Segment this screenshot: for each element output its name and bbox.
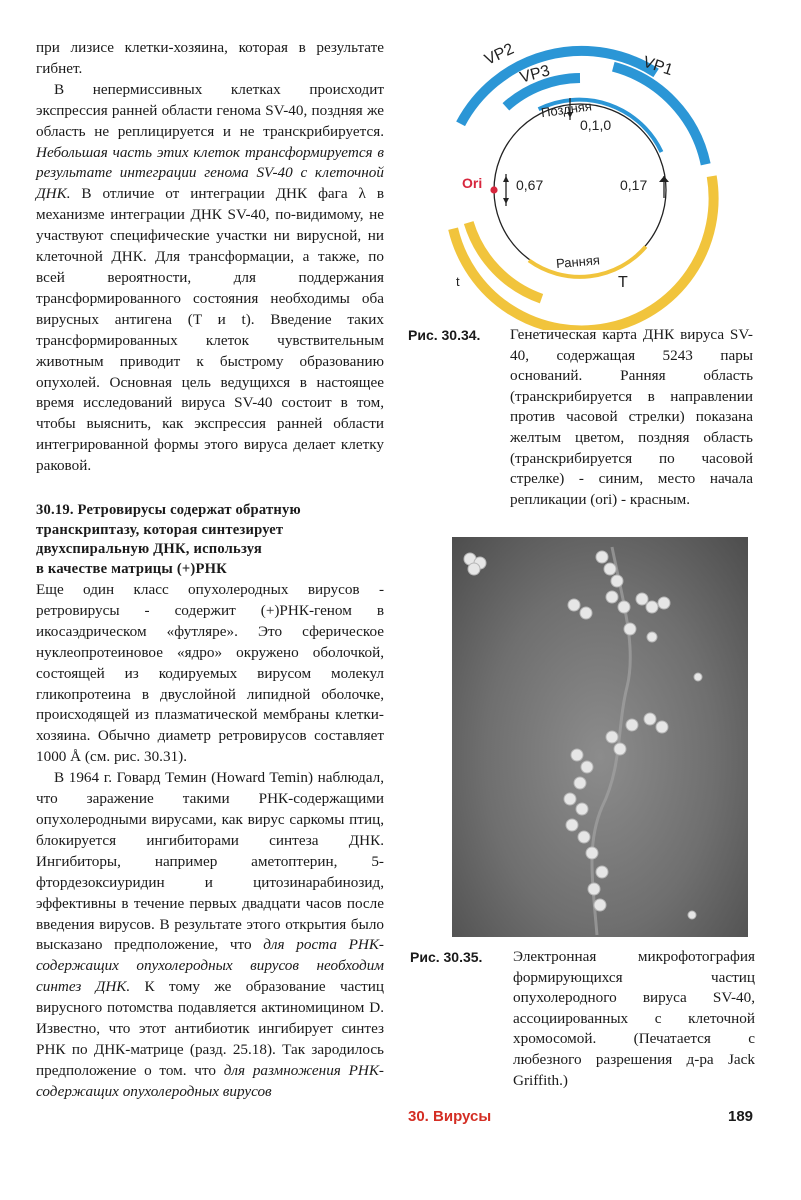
section-heading-line-2: транскриптазу, которая синтезирует xyxy=(36,521,284,538)
virus-particle-clusters xyxy=(464,551,702,919)
paragraph-4 xyxy=(36,768,384,1103)
label-early: Ранняя xyxy=(555,252,601,272)
genome-map-figure xyxy=(440,30,730,330)
paragraph-2-italic: Небольшая часть этих клеток трансформируется в результате интеграции генома SV-40 с клеточной ДНК. xyxy=(36,143,384,203)
label-pos-067: 0,67 xyxy=(516,177,544,193)
label-late: Поздняя xyxy=(540,98,593,121)
caption-figure-30-35 xyxy=(410,947,755,1097)
section-gap xyxy=(36,477,384,501)
left-column xyxy=(36,38,384,1103)
caption-30-34-label: Рис. 30.34. xyxy=(408,327,481,343)
paragraph-3: Еще один класс опухолеродных вирусов - ретровирусы - содержит (+)РНК-геном в икосаэдрическом «футляре». Это сферическое нуклеопротеиновое «ядро» окружено оболочкой, состоящей из кодируемых вирусом молекул гликопротеина в двуслойной липидной оболочке, происходящей из плазматической мембраны клетки-хозяина. Обычно диаметр ретровирусов составляет 1000 Å (см. рис. 30.31). xyxy=(36,581,384,766)
ori-point xyxy=(490,186,497,193)
paragraph-4-part1: В 1964 г. Говард Темин (Howard Temin) наблюдал, что заражение такими РНК-содержащими опухолеродными вирусами, как вирус саркомы птиц, блокируется ингибиторами синтеза ДНК. Ингибиторы, например аметоптерин, 5-фтордезоксиуридин и цитозинарабинозид, эффективны в течение первых двадцати часов после введения вирусов. В результате этого открытия было высказано предположение, что xyxy=(36,769,384,954)
label-pos-10: 0,1,0 xyxy=(580,117,612,133)
label-t-small: t xyxy=(456,274,460,289)
section-heading-line-4: в качестве матрицы (+)РНК xyxy=(36,560,227,577)
label-t-large: T xyxy=(618,274,628,291)
label-vp2: VP2 xyxy=(482,40,517,69)
paragraph-4-italic-1: для роста РНК-содержащих опухолеродных вирусов необходим синтез ДНК. xyxy=(36,936,384,996)
section-heading xyxy=(36,501,384,579)
caption-30-35-label: Рис. 30.35. xyxy=(410,949,483,965)
arrow-017 xyxy=(659,176,669,182)
label-vp3: VP3 xyxy=(518,62,552,87)
footer-chapter-title: 30. Вирусы xyxy=(408,1108,492,1125)
paragraph-4-italic-2: для размножения РНК-содержащих опухолеродных вирусов xyxy=(36,1061,384,1100)
section-heading-line-1: 30.19. Ретровирусы содержат обратную xyxy=(36,502,301,519)
label-ori: Ori xyxy=(462,175,483,191)
caption-30-34-text: Генетическая карта ДНК вируса SV-40, содержащая 5243 пары оснований. Ранняя область (транскрибируется в направлении против часовой стрелки) показана желтым цветом, поздняя область (транскрибируется по часовой стрелке) - синим, место начала репликации (ori) - красным. xyxy=(510,326,753,508)
caption-30-35-text: Электронная микрофотография формирующихся частиц опухолеродного вируса SV-40, ассоциированных с клеточной хромосомой. (Печатается с любезного разрешения д-ра Jack Griffith.) xyxy=(513,948,755,1089)
paragraph-2-part1: В непермиссивных клетках происходит экспрессия ранней области генома SV-40, поздняя же область не реплицируется и не транскрибируется. xyxy=(36,80,384,140)
section-heading-line-3: двухспиральную ДНК, используя xyxy=(36,541,262,558)
paragraph-4-part2: К тому же образование частиц вирусного потомства подавляется актиномицином D. Известно, что этот антибиотик ингибирует синтез РНК по ДНК-матрице (разд. 25.18). Так зародилось предположение о том. что xyxy=(36,978,384,1079)
paragraph-2 xyxy=(36,80,384,477)
paragraph-2-part2: В отличие от интеграции ДНК фага λ в механизме интеграции ДНК SV-40, по-видимому, не участвуют специфические участки ни вирусной, ни клеточной ДНК. Для трансформации, а также, по всей вероятности, для поддержания трансформированного состояния необходимы оба вирусных антигена (T и t). Введение таких трансформированных клеток чувствительным животным приводит к быстрому образованию опухолей. Основная цель ведущихся в настоящее время исследований вируса SV-40 состоит в том, чтобы выяснить, как экспрессия ранней области интегрированной формы этого вируса делает клетку раковой. xyxy=(36,185,384,475)
paragraph-1: при лизисе клетки-хозяина, которая в результате гибнет. xyxy=(36,39,384,77)
electron-micrograph xyxy=(452,537,748,937)
label-pos-017: 0,17 xyxy=(620,177,648,193)
ori-arrow-up xyxy=(503,176,509,182)
label-vp1: VP1 xyxy=(640,53,675,80)
ori-arrow-down xyxy=(503,198,509,204)
page-number: 189 xyxy=(728,1108,754,1125)
micrograph-particles xyxy=(452,537,748,937)
caption-figure-30-34 xyxy=(408,325,753,525)
